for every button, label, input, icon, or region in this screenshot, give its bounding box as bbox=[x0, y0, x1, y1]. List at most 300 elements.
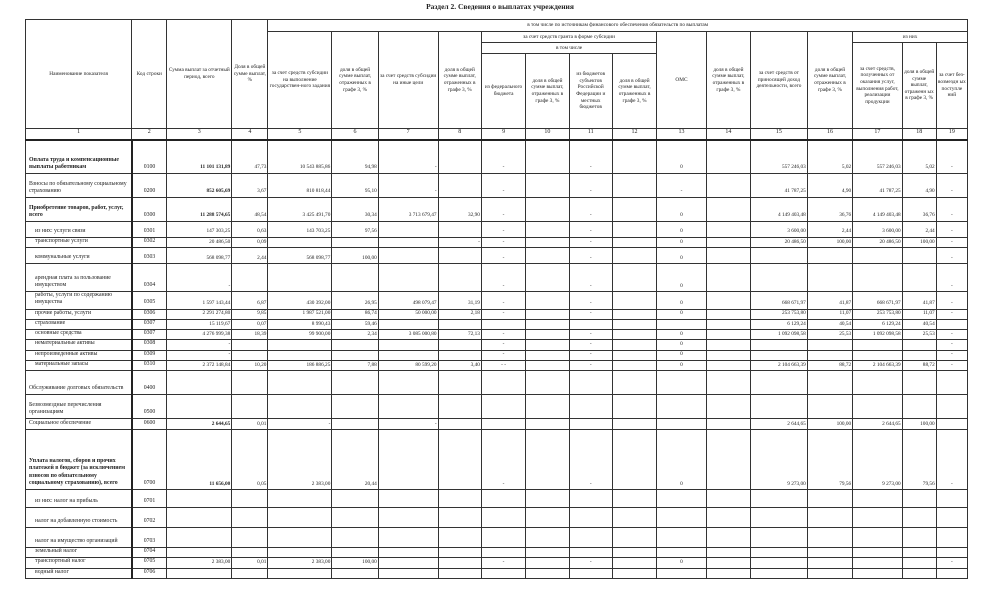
row-name: Взносы по обязательному социальному страхованию bbox=[26, 174, 132, 198]
cell-col-3 bbox=[167, 371, 232, 395]
cell-col-10 bbox=[526, 340, 569, 350]
row-code: 0307 bbox=[132, 319, 167, 329]
cell-col-18 bbox=[902, 558, 936, 568]
cell-col-16 bbox=[807, 248, 852, 264]
cell-col-14 bbox=[706, 248, 750, 264]
cell-col-4: 48,54 bbox=[232, 198, 268, 222]
cell-col-19: - bbox=[936, 430, 967, 490]
cell-col-18: 4,90 bbox=[902, 174, 936, 198]
cell-col-17: 1 092 098,58 bbox=[853, 330, 903, 340]
cell-col-11 bbox=[569, 490, 612, 508]
row-code: 0301 bbox=[132, 222, 167, 238]
cell-col-9 bbox=[481, 528, 525, 548]
cell-col-16 bbox=[807, 395, 852, 419]
cell-col-12 bbox=[612, 309, 656, 319]
cell-col-17 bbox=[853, 568, 903, 578]
header-share-total: Доля в общей сумме выплат, % bbox=[232, 20, 268, 129]
table-row bbox=[26, 430, 968, 490]
cell-col-12 bbox=[612, 174, 656, 198]
cell-col-15 bbox=[751, 248, 808, 264]
cell-col-15 bbox=[751, 568, 808, 578]
cell-col-15 bbox=[751, 548, 808, 558]
table-row bbox=[26, 222, 968, 238]
cell-col-6: 7,88 bbox=[332, 360, 378, 370]
cell-col-7: 50 000,00 bbox=[378, 309, 438, 319]
cell-col-5 bbox=[268, 490, 332, 508]
cell-col-5: 8 990,43 bbox=[268, 319, 332, 329]
cell-col-3: 11 656,00 bbox=[167, 430, 232, 490]
cell-col-10 bbox=[526, 319, 569, 329]
cell-col-11: - bbox=[569, 222, 612, 238]
cell-col-8 bbox=[438, 548, 481, 558]
cell-col-18 bbox=[902, 371, 936, 395]
cell-col-12 bbox=[612, 198, 656, 222]
table-row bbox=[26, 292, 968, 309]
cell-col-18: 5,02 bbox=[902, 140, 936, 174]
row-code: 0308 bbox=[132, 340, 167, 350]
table-row bbox=[26, 395, 968, 419]
cell-col-4: 0,01 bbox=[232, 558, 268, 568]
cell-col-16: 2,44 bbox=[807, 222, 852, 238]
cell-col-6 bbox=[332, 508, 378, 528]
header-services: за счет средств, полученных от оказания услуг, выполнения работ, реализации продукции bbox=[853, 43, 903, 129]
cell-col-19: - bbox=[936, 174, 967, 198]
table-row bbox=[26, 360, 968, 370]
cell-col-19: - bbox=[936, 238, 967, 248]
cell-col-14 bbox=[706, 340, 750, 350]
cell-col-5 bbox=[268, 264, 332, 292]
cell-col-15 bbox=[751, 528, 808, 548]
cell-col-16: 79,56 bbox=[807, 430, 852, 490]
row-name: транспортные услуги bbox=[26, 238, 132, 248]
row-name: прочие работы, услуги bbox=[26, 309, 132, 319]
cell-col-15: 668 671,97 bbox=[751, 292, 808, 309]
table-row bbox=[26, 340, 968, 350]
cell-col-19: - bbox=[936, 248, 967, 264]
cell-col-10 bbox=[526, 350, 569, 360]
cell-col-15 bbox=[751, 558, 808, 568]
row-name: страхование bbox=[26, 319, 132, 329]
row-code: 0307 bbox=[132, 330, 167, 340]
cell-col-18: 25,53 bbox=[902, 330, 936, 340]
cell-col-4 bbox=[232, 568, 268, 578]
cell-col-8 bbox=[438, 340, 481, 350]
row-name: коммунальные услуги bbox=[26, 248, 132, 264]
cell-col-19 bbox=[936, 568, 967, 578]
cell-col-8 bbox=[438, 222, 481, 238]
cell-col-9: - bbox=[481, 430, 525, 490]
cell-col-11 bbox=[569, 528, 612, 548]
row-code: 0302 bbox=[132, 238, 167, 248]
cell-col-8 bbox=[438, 350, 481, 360]
cell-col-18 bbox=[902, 548, 936, 558]
cell-col-10 bbox=[526, 568, 569, 578]
cell-col-3 bbox=[167, 548, 232, 558]
cell-col-3 bbox=[167, 395, 232, 419]
header-share-18: доля в общей сумме выплат, отраженн ых в графе 3, % bbox=[902, 43, 936, 129]
cell-col-6 bbox=[332, 528, 378, 548]
cell-col-7: - bbox=[378, 174, 438, 198]
cell-col-9: - bbox=[481, 174, 525, 198]
cell-col-11 bbox=[569, 568, 612, 578]
cell-col-8 bbox=[438, 395, 481, 419]
cell-col-6 bbox=[332, 340, 378, 350]
cell-col-19: - bbox=[936, 330, 967, 340]
cell-col-9 bbox=[481, 395, 525, 419]
cell-col-19 bbox=[936, 395, 967, 419]
table-row bbox=[26, 419, 968, 430]
header-share-8: доля в общей сумме выплат, отраженных в графе 3, % bbox=[438, 32, 481, 129]
cell-col-13: 0 bbox=[657, 238, 707, 248]
cell-col-15 bbox=[751, 340, 808, 350]
cell-col-3: - bbox=[167, 340, 232, 350]
cell-col-19: - bbox=[936, 340, 967, 350]
cell-col-16: 88,72 bbox=[807, 360, 852, 370]
cell-col-5 bbox=[268, 548, 332, 558]
cell-col-13: 0 bbox=[657, 140, 707, 174]
cell-col-5: 99 900,00 bbox=[268, 330, 332, 340]
row-name: транспортный налог bbox=[26, 558, 132, 568]
cell-col-8 bbox=[438, 419, 481, 430]
cell-col-6: 30,34 bbox=[332, 198, 378, 222]
cell-col-18: 100,00 bbox=[902, 419, 936, 430]
cell-col-10 bbox=[526, 395, 569, 419]
row-code: 0600 bbox=[132, 419, 167, 430]
cell-col-3 bbox=[167, 568, 232, 578]
cell-col-10 bbox=[526, 430, 569, 490]
cell-col-7: 3 713 679,47 bbox=[378, 198, 438, 222]
cell-col-14 bbox=[706, 528, 750, 548]
cell-col-19: - bbox=[936, 292, 967, 309]
header-gratuitous: за счет без-возмездн ых поступле ний bbox=[936, 43, 967, 129]
cell-col-17: 2 104 663,39 bbox=[853, 360, 903, 370]
cell-col-10 bbox=[526, 238, 569, 248]
row-code: 0310 bbox=[132, 360, 167, 370]
row-name: Уплата налогов, сборов и прочих платежей в бюджет (за исключением взносов по обязательному социальному страхованию), всего bbox=[26, 430, 132, 490]
row-code: 0306 bbox=[132, 309, 167, 319]
row-name: налог на имущество организаций bbox=[26, 528, 132, 548]
table-row bbox=[26, 330, 968, 340]
row-name: Обслуживание долговых обязательств bbox=[26, 371, 132, 395]
cell-col-19 bbox=[936, 490, 967, 508]
cell-col-5 bbox=[268, 508, 332, 528]
cell-col-18: 2,44 bbox=[902, 222, 936, 238]
cell-col-16 bbox=[807, 568, 852, 578]
cell-col-12 bbox=[612, 568, 656, 578]
cell-col-3 bbox=[167, 508, 232, 528]
table-row bbox=[26, 548, 968, 558]
cell-col-7 bbox=[378, 558, 438, 568]
header-code: Код строки bbox=[132, 20, 167, 129]
cell-col-5 bbox=[268, 238, 332, 248]
cell-col-17 bbox=[853, 264, 903, 292]
cell-col-4: 47,73 bbox=[232, 140, 268, 174]
cell-col-7 bbox=[378, 319, 438, 329]
cell-col-10 bbox=[526, 222, 569, 238]
cell-col-7: 3 085 000,80 bbox=[378, 330, 438, 340]
cell-col-5 bbox=[268, 350, 332, 360]
cell-col-9: - bbox=[481, 264, 525, 292]
cell-col-6 bbox=[332, 548, 378, 558]
cell-col-12 bbox=[612, 558, 656, 568]
cell-col-8: 3,40 bbox=[438, 360, 481, 370]
cell-col-3: 20 486,50 bbox=[167, 238, 232, 248]
cell-col-17 bbox=[853, 248, 903, 264]
cell-col-11: - bbox=[569, 292, 612, 309]
cell-col-16: 40,54 bbox=[807, 319, 852, 329]
cell-col-4: 3,67 bbox=[232, 174, 268, 198]
cell-col-17 bbox=[853, 508, 903, 528]
cell-col-12 bbox=[612, 319, 656, 329]
cell-col-8 bbox=[438, 508, 481, 528]
row-code: 0705 bbox=[132, 558, 167, 568]
cell-col-4: 0,63 bbox=[232, 222, 268, 238]
cell-col-5 bbox=[268, 395, 332, 419]
cell-col-4: 0,07 bbox=[232, 319, 268, 329]
cell-col-4 bbox=[232, 490, 268, 508]
cell-col-8 bbox=[438, 248, 481, 264]
cell-col-15: 253 753,80 bbox=[751, 309, 808, 319]
cell-col-3: 4 276 999,38 bbox=[167, 330, 232, 340]
cell-col-15 bbox=[751, 264, 808, 292]
cell-col-12 bbox=[612, 508, 656, 528]
cell-col-6 bbox=[332, 264, 378, 292]
cell-col-8: 32,90 bbox=[438, 198, 481, 222]
cell-col-10 bbox=[526, 264, 569, 292]
cell-col-10 bbox=[526, 330, 569, 340]
cell-col-17 bbox=[853, 340, 903, 350]
table-row bbox=[26, 350, 968, 360]
cell-col-6: 59,46 bbox=[332, 319, 378, 329]
cell-col-11: - bbox=[569, 340, 612, 350]
cell-col-11 bbox=[569, 395, 612, 419]
cell-col-17 bbox=[853, 558, 903, 568]
cell-col-13: 0 bbox=[657, 248, 707, 264]
table-row bbox=[26, 528, 968, 548]
cell-col-16: 25,53 bbox=[807, 330, 852, 340]
cell-col-5 bbox=[268, 371, 332, 395]
cell-col-6: 26,95 bbox=[332, 292, 378, 309]
cell-col-4: 10,20 bbox=[232, 360, 268, 370]
cell-col-14 bbox=[706, 490, 750, 508]
cell-col-9: - bbox=[481, 140, 525, 174]
cell-col-19 bbox=[936, 508, 967, 528]
cell-col-8: 72,13 bbox=[438, 330, 481, 340]
cell-col-17: 3 600,00 bbox=[853, 222, 903, 238]
cell-col-15 bbox=[751, 350, 808, 360]
cell-col-4: 9,85 bbox=[232, 309, 268, 319]
cell-col-14 bbox=[706, 548, 750, 558]
cell-col-12 bbox=[612, 330, 656, 340]
cell-col-6 bbox=[332, 395, 378, 419]
cell-col-3: 147 303,25 bbox=[167, 222, 232, 238]
cell-col-12 bbox=[612, 360, 656, 370]
row-code: 0701 bbox=[132, 490, 167, 508]
cell-col-18: 100,00 bbox=[902, 238, 936, 248]
header-share-14: доля в общей сумме выплат, отраженных в графе 3, % bbox=[706, 32, 750, 129]
cell-col-3 bbox=[167, 528, 232, 548]
cell-col-10 bbox=[526, 371, 569, 395]
cell-col-6 bbox=[332, 238, 378, 248]
header-share-6: доля в общей сумме выплат, отраженных в графе 3, % bbox=[332, 32, 378, 129]
cell-col-13: 0 bbox=[657, 309, 707, 319]
cell-col-15 bbox=[751, 490, 808, 508]
cell-col-6: 94,98 bbox=[332, 140, 378, 174]
table-row bbox=[26, 319, 968, 329]
cell-col-18 bbox=[902, 508, 936, 528]
cell-col-4 bbox=[232, 371, 268, 395]
cell-col-13 bbox=[657, 490, 707, 508]
row-name: основные средства bbox=[26, 330, 132, 340]
cell-col-9: - bbox=[481, 309, 525, 319]
cell-col-19: - bbox=[936, 558, 967, 568]
cell-col-16: 41,87 bbox=[807, 292, 852, 309]
cell-col-19: - bbox=[936, 140, 967, 174]
cell-col-17: 668 671,97 bbox=[853, 292, 903, 309]
row-code: 0500 bbox=[132, 395, 167, 419]
column-number: 2 bbox=[132, 129, 167, 140]
cell-col-16 bbox=[807, 264, 852, 292]
header-share-16: доля в общей сумме выплат, отраженных в графе 3, % bbox=[807, 32, 852, 129]
cell-col-3: 2 372 148,84 bbox=[167, 360, 232, 370]
cell-col-7 bbox=[378, 238, 438, 248]
cell-col-17: 9 273,00 bbox=[853, 430, 903, 490]
cell-col-19: - bbox=[936, 222, 967, 238]
row-code: 0305 bbox=[132, 292, 167, 309]
column-number: 16 bbox=[807, 129, 852, 140]
column-number: 9 bbox=[481, 129, 525, 140]
cell-col-13: 0 bbox=[657, 350, 707, 360]
cell-col-15: 9 273,00 bbox=[751, 430, 808, 490]
cell-col-10 bbox=[526, 198, 569, 222]
cell-col-3: 15 119,67 bbox=[167, 319, 232, 329]
cell-col-17 bbox=[853, 528, 903, 548]
cell-col-18 bbox=[902, 350, 936, 360]
cell-col-4: 2,44 bbox=[232, 248, 268, 264]
cell-col-17 bbox=[853, 350, 903, 360]
cell-col-16: 4,90 bbox=[807, 174, 852, 198]
cell-col-11: - bbox=[569, 264, 612, 292]
cell-col-4: 0,09 bbox=[232, 238, 268, 248]
row-code: 0200 bbox=[132, 174, 167, 198]
cell-col-15 bbox=[751, 508, 808, 528]
cell-col-8 bbox=[438, 490, 481, 508]
cell-col-7 bbox=[378, 350, 438, 360]
cell-col-18: 79,56 bbox=[902, 430, 936, 490]
cell-col-16: 5,02 bbox=[807, 140, 852, 174]
row-code: 0303 bbox=[132, 248, 167, 264]
cell-col-14 bbox=[706, 371, 750, 395]
column-number: 4 bbox=[232, 129, 268, 140]
cell-col-13: 0 bbox=[657, 222, 707, 238]
cell-col-13 bbox=[657, 371, 707, 395]
header-name: Наименование показателя bbox=[26, 20, 132, 129]
cell-col-10 bbox=[526, 174, 569, 198]
cell-col-12 bbox=[612, 490, 656, 508]
cell-col-14 bbox=[706, 568, 750, 578]
cell-col-10 bbox=[526, 140, 569, 174]
cell-col-19 bbox=[936, 319, 967, 329]
cell-col-6 bbox=[332, 568, 378, 578]
column-number: 19 bbox=[936, 129, 967, 140]
cell-col-11 bbox=[569, 419, 612, 430]
cell-col-12 bbox=[612, 395, 656, 419]
cell-col-12 bbox=[612, 140, 656, 174]
cell-col-11: - bbox=[569, 174, 612, 198]
row-code: 0400 bbox=[132, 371, 167, 395]
cell-col-5 bbox=[268, 340, 332, 350]
cell-col-9 bbox=[481, 548, 525, 558]
table-row bbox=[26, 198, 968, 222]
cell-col-15: 4 149 403,48 bbox=[751, 198, 808, 222]
cell-col-8 bbox=[438, 140, 481, 174]
cell-col-19: - bbox=[936, 198, 967, 222]
cell-col-12 bbox=[612, 350, 656, 360]
cell-col-16 bbox=[807, 528, 852, 548]
column-number: 5 bbox=[268, 129, 332, 140]
row-name: водный налог bbox=[26, 568, 132, 578]
cell-col-10 bbox=[526, 248, 569, 264]
cell-col-12 bbox=[612, 248, 656, 264]
cell-col-7 bbox=[378, 248, 438, 264]
cell-col-18 bbox=[902, 248, 936, 264]
cell-col-16 bbox=[807, 340, 852, 350]
header-subsidy-task: за счет средств субсидии на выполнение государствен-ного задания bbox=[268, 32, 332, 129]
cell-col-15: 1 092 098,58 bbox=[751, 330, 808, 340]
cell-col-18: 11,07 bbox=[902, 309, 936, 319]
cell-col-3: 568 098,77 bbox=[167, 248, 232, 264]
cell-col-7 bbox=[378, 568, 438, 578]
column-numbers-row bbox=[26, 129, 968, 140]
cell-col-7: - bbox=[378, 419, 438, 430]
column-number: 18 bbox=[902, 129, 936, 140]
cell-col-13: 0 bbox=[657, 558, 707, 568]
cell-col-8 bbox=[438, 568, 481, 578]
column-number: 17 bbox=[853, 129, 903, 140]
cell-col-13 bbox=[657, 528, 707, 548]
cell-col-8: 31,19 bbox=[438, 292, 481, 309]
cell-col-3 bbox=[167, 490, 232, 508]
cell-col-14 bbox=[706, 360, 750, 370]
cell-col-7: 498 079,47 bbox=[378, 292, 438, 309]
cell-col-14 bbox=[706, 198, 750, 222]
cell-col-13: 0 bbox=[657, 330, 707, 340]
row-name: нематериальные активы bbox=[26, 340, 132, 350]
row-name: работы, услуги по содержанию имущества bbox=[26, 292, 132, 309]
cell-col-6 bbox=[332, 371, 378, 395]
cell-col-11 bbox=[569, 508, 612, 528]
cell-col-6: 100,00 bbox=[332, 558, 378, 568]
header-federal: из федерального бюджета bbox=[481, 54, 525, 129]
cell-col-17: 6 129,24 bbox=[853, 319, 903, 329]
cell-col-3: 1 597 143,44 bbox=[167, 292, 232, 309]
cell-col-5 bbox=[268, 528, 332, 548]
cell-col-16: 11,07 bbox=[807, 309, 852, 319]
table-row bbox=[26, 140, 968, 174]
cell-col-11: - bbox=[569, 430, 612, 490]
row-code: 0706 bbox=[132, 568, 167, 578]
cell-col-13 bbox=[657, 395, 707, 419]
cell-col-8 bbox=[438, 264, 481, 292]
cell-col-10 bbox=[526, 508, 569, 528]
cell-col-10 bbox=[526, 528, 569, 548]
cell-col-14 bbox=[706, 140, 750, 174]
cell-col-7 bbox=[378, 548, 438, 558]
cell-col-17: 41 787,25 bbox=[853, 174, 903, 198]
cell-col-16 bbox=[807, 548, 852, 558]
cell-col-11: - bbox=[569, 309, 612, 319]
cell-col-7 bbox=[378, 371, 438, 395]
